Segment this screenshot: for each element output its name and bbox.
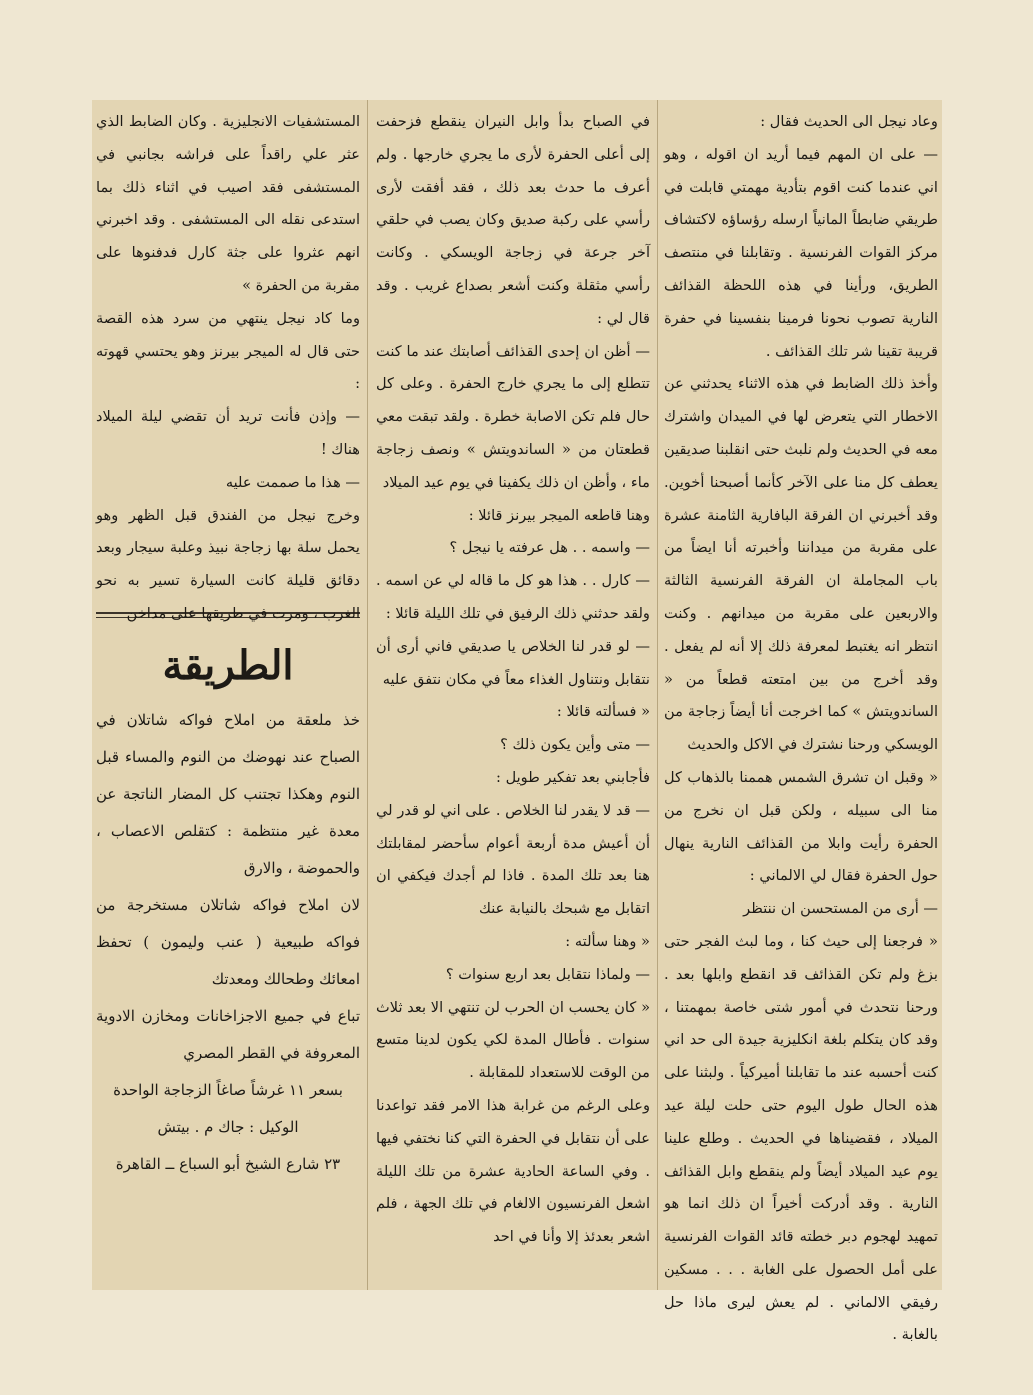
paragraph: « فسألته قائلا : xyxy=(556,703,650,721)
paragraph: — ولماذا نتقابل بعد اربع سنوات ؟ xyxy=(445,965,650,983)
paragraph: خذ ملعقة من املاح فواكه شاتلان في الصباح عند نهوضك من النوم والمساء قبل النوم وهكذا تجتنب كل المضار الناتجة عن معدة غير منتظمة : كتقلص الاعصاب ، والحموضة ، والارق xyxy=(96,711,360,877)
paragraph: — كارل . . هذا هو كل ما قاله لي عن اسمه . ولقد حدثني ذلك الرفيق في تلك الليلة قائلا : xyxy=(376,572,650,622)
paragraph: وعلى الرغم من غرابة هذا الامر فقد تواعدنا على أن نتقابل في الحفرة التي كنا نختفي فيها . وفي الساعة الحادية عشرة من تلك الليلة اشعل الفرنسيون الالغام في تلك الجهة ، فلم اشعر بعدئذ إلا وأنا في احد xyxy=(376,1096,650,1246)
paragraph: « فرجعنا إلى حيث كنا ، وما لبث الفجر حتى بزغ ولم تكن القذائف قد انقطع وابلها بعد . ورحنا نتحدث في أمور شتى خاصة بمهمتنا ، وقد كان يتكلم بلغة انكليزية جيدة الى حد اني كنت أحسبه عند ما تقابلنا أميركياً . ولبثنا على هذه الحال طول اليوم حتى حلت ليلة عيد الميلاد ، فقضيناها في الحديث . وطلع علينا يوم عيد الميلاد أيضاً ولم ينقطع وابل القذائف النارية . وقد أدركت أخيراً ان ذلك انما هو تمهيد لهجوم دبر خطته قائد القوات الفرنسية على أمل الحصول على الغابة . . . مسكين رفيقي الالماني . لم يعش ليرى ماذا حل بالغابة . xyxy=(664,932,938,1344)
article-column-right xyxy=(660,100,942,1344)
paragraph: وعاد نيجل الى الحديث فقال : xyxy=(760,113,938,130)
paragraph: « كان يحسب ان الحرب لن تنتهي الا بعد ثلاث سنوات . فأطال المدة لكي يكون لدينا متسع من الوقت للاستعداد للمقابلة . xyxy=(376,998,650,1082)
paragraph: في الصباح بدأ وابل النيران ينقطع فزحفت إلى أعلى الحفرة لأرى ما يجري خارجها . ولم أعرف ما حدث بعد ذلك ، فقد أفقت لأرى رأسي على ركبة صديق وكان يصب في حلقي آخر جرعة في زجاجة الويسكي . وكانت رأسي مثقلة وكنت أشعر بصداع غريب . وقد قال لي : xyxy=(376,113,650,327)
story-continuation xyxy=(96,106,360,622)
paragraph: وما كاد نيجل ينتهي من سرد هذه القصة حتى قال له الميجر بيرنز وهو يحتسي قهوته : xyxy=(96,309,360,393)
paragraph: « وهنا سألته : xyxy=(565,932,650,950)
paragraph: المستشفيات الانجليزية . وكان الضابط الذي عثر علي راقداً على فراشه بجانبي في المستشفى فقد اصيب في اثناء ذلك بما استدعى نقله الى المستشفى . وقد اخبرني انهم عثروا على جثة كارل فدفنوها على مقربة من الحفرة » xyxy=(96,113,360,294)
advertisement xyxy=(96,636,360,1183)
paragraph: لان املاح فواكه شاتلان مستخرجة من فواكه طبيعية ( عنب وليمون ) تحفظ امعائك وطحالك ومعدتك xyxy=(96,896,360,988)
paragraph: — لو قدر لنا الخلاص يا صديقي فاني أرى أن نتقابل ونتناول الغذاء معاً في مكان نتفق عليه xyxy=(376,637,650,688)
newspaper-page xyxy=(92,100,942,1344)
article-column-left xyxy=(92,100,364,1290)
paragraph: فأجابني بعد تفكير طويل : xyxy=(496,768,650,786)
ad-address: ٢٣ شارع الشيخ أبو السباع ــ القاهرة xyxy=(115,1155,341,1173)
paragraph: تباع في جميع الاجزاخانات ومخازن الادوية المعروفة في القطر المصري xyxy=(96,1007,360,1062)
paragraph: — أرى من المستحسن ان ننتظر xyxy=(743,900,938,918)
ad-body xyxy=(96,702,360,1072)
paragraph: وهنا قاطعه الميجر بيرنز قائلا : xyxy=(468,506,650,524)
paragraph: — هذا ما صممت عليه xyxy=(225,473,360,491)
ad-title: الطريقة xyxy=(162,642,294,689)
paragraph: — متى وأين يكون ذلك ؟ xyxy=(500,736,650,754)
paragraph: « وقبل ان تشرق الشمس هممنا بالذهاب كل منا الى سبيله ، ولكن قبل ان نخرج من الحفرة رأيت وابلا من القذائف النارية ينهال حول الحفرة فقال لي الالماني : xyxy=(664,768,938,885)
column-divider xyxy=(657,100,658,1290)
paragraph: — على ان المهم فيما أريد ان اقوله ، وهو اني عندما كنت اقوم بتأدية مهمتي قابلت في طريقي ضابطاً المانياً ارسله رؤساؤه لاكتشاف مركز القوات الفرنسية . وتقابلنا في منتصف الطريق، ورأينا في هذه اللحظة القذائف النارية تصوب نحونا فرمينا بنفسينا في حفرة قريبة تقينا شر تلك القذائف . xyxy=(664,145,938,360)
paragraph: — واسمه . . هل عرفته يا نيجل ؟ xyxy=(449,539,650,557)
ad-price: بسعر ١١ غرشاً صاغاً الزجاجة الواحدة xyxy=(113,1081,343,1099)
column-divider xyxy=(367,100,368,1290)
paragraph: — وإذن فأنت تريد أن تقضي ليلة الميلاد هناك ! xyxy=(96,408,360,458)
paragraph: وأخذ ذلك الضابط في هذه الاثناء يحدثني عن الاخطار التي يتعرض لها في الميدان واشترك معه في الحديث ولم نلبث حتى انقلبنا صديقين يعطف كل منا على الآخر كأنما أصبحنا أخوين. وقد أخبرني ان الفرقة البافارية الثامنة عشرة على مقربة من ميداننا وأخبرته أنا ايضاً من باب المجاملة ان الفرقة الفرنسية الثالثة والاربعين على مقربة من ميدانهم . وكنت انتظر انه يغتبط لمعرفة ذلك إلا أنه لم يفعل . وقد أخرج من بين امتعته قطعاً من « الساندويتش » كما اخرجت أنا أيضاً زجاجة من الويسكي ورحنا نشترك في الاكل والحديث xyxy=(664,375,938,754)
paragraph: — قد لا يقدر لنا الخلاص . على اني لو قدر لي أن أعيش مدة أربعة أعوام سأحضر لمقابلتك هنا بعد تلك المدة . فاذا لم أجدك فيكفي ان اتقابل مع شبحك بالنيابة عنك xyxy=(376,801,650,918)
ad-agent: الوكيل : جاك م . بيتش xyxy=(157,1118,299,1136)
paragraph: — أظن ان إحدى القذائف أصابتك عند ما كنت تتطلع إلى ما يجري خارج الحفرة . وعلى كل حال فلم تكن الاصابة خطرة . ولقد تبقت معي قطعتان من « الساندويتش » ونصف زجاجة ماء ، وأظن ان ذلك يكفينا في يوم عيد الميلاد xyxy=(376,342,650,491)
article-column-middle xyxy=(372,100,654,1290)
paragraph: وخرج نيجل من الفندق قبل الظهر وهو يحمل سلة بها زجاجة نبيذ وعلبة سيجار وبعد دقائق قليلة كانت السيارة تسير به نحو الغرب ، ومرت في طريقها على مداخن xyxy=(96,506,360,622)
